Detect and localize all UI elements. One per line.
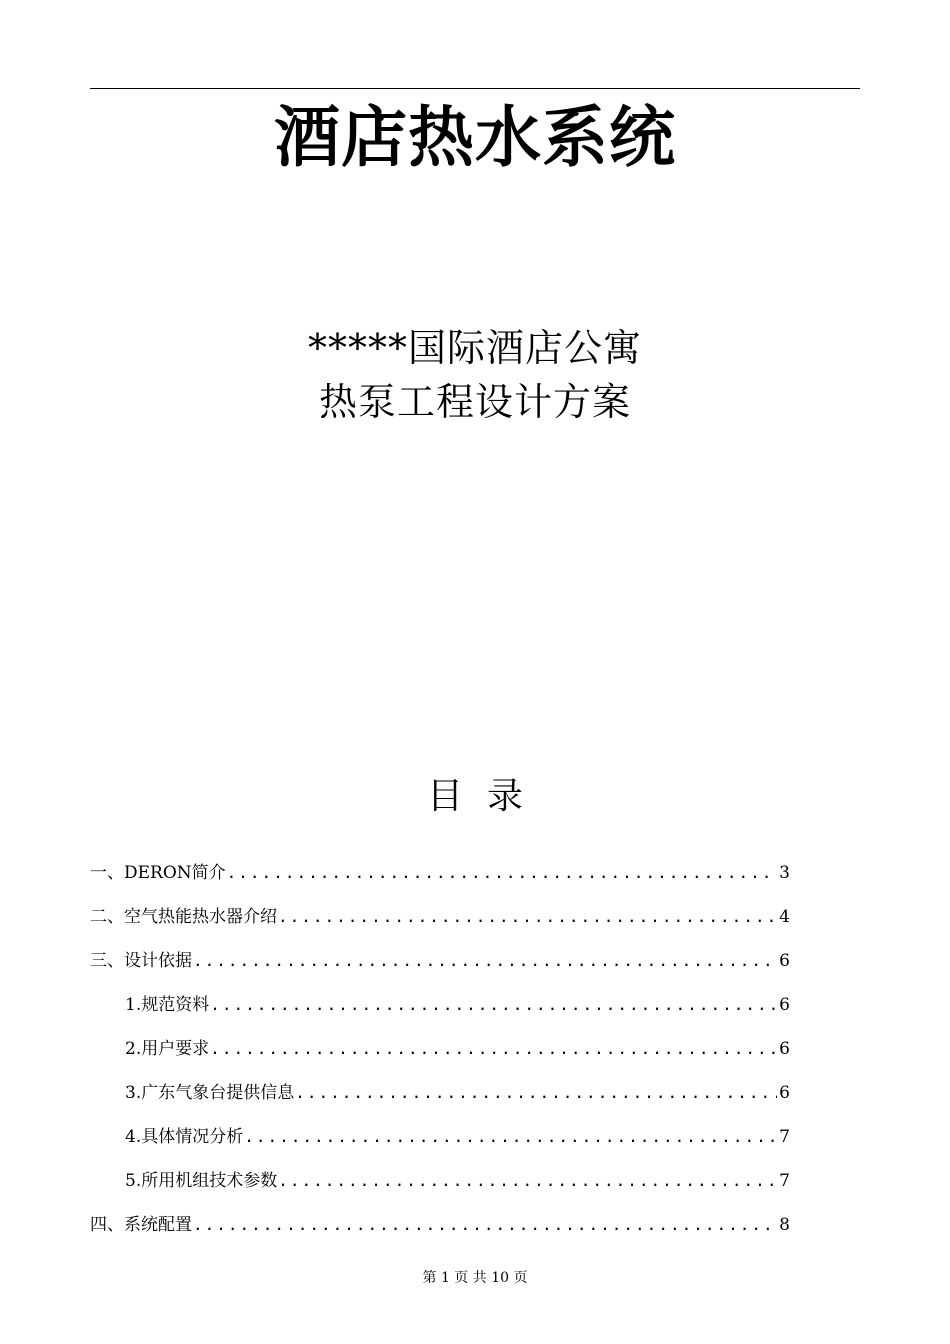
toc-entry-page: 7	[779, 1171, 790, 1191]
toc-entry-page: 3	[779, 863, 790, 883]
table-of-contents	[90, 860, 790, 1256]
toc-entry-page: 8	[779, 1215, 790, 1235]
toc-entry-label: 三、设计依据	[90, 951, 192, 971]
toc-entry-page: 4	[779, 907, 790, 927]
toc-entry[interactable]	[90, 948, 790, 992]
header-rule	[90, 88, 860, 89]
toc-subentry[interactable]	[90, 1036, 790, 1080]
toc-leader-dots	[192, 948, 777, 974]
project-subtitle: 热泵工程设计方案	[318, 380, 631, 424]
project-name: *****国际酒店公寓	[307, 326, 642, 370]
toc-subentry[interactable]	[90, 992, 790, 1036]
toc-leader-dots	[209, 992, 777, 1018]
toc-subentry[interactable]	[90, 1080, 790, 1124]
toc-leader-dots	[226, 860, 778, 886]
toc-leader-dots	[192, 1212, 777, 1238]
toc-entry-page: 6	[779, 951, 790, 971]
toc-entry-label: 5.所用机组技术参数	[125, 1171, 278, 1191]
toc-leader-dots	[277, 1168, 777, 1194]
toc-entry[interactable]	[90, 1212, 790, 1256]
toc-entry[interactable]	[90, 904, 790, 948]
toc-entry-label: 四、系统配置	[90, 1215, 192, 1235]
toc-entry-label: 二、空气热能热水器介绍	[90, 907, 277, 927]
toc-subentry[interactable]	[90, 1168, 790, 1212]
toc-leader-dots	[277, 904, 777, 930]
toc-entry-page: 7	[779, 1127, 790, 1147]
toc-entry-label: 2.用户要求	[125, 1039, 210, 1059]
toc-heading: 目录	[426, 776, 547, 817]
toc-subentry[interactable]	[90, 1124, 790, 1168]
toc-entry[interactable]	[90, 860, 790, 904]
toc-leader-dots	[209, 1036, 777, 1062]
document-title: 酒店热水系统	[274, 99, 676, 176]
toc-entry-page: 6	[779, 1083, 790, 1103]
toc-entry-label: 3.广东气象台提供信息	[125, 1083, 295, 1103]
toc-leader-dots	[243, 1124, 777, 1150]
toc-entry-page: 6	[779, 1039, 790, 1059]
toc-leader-dots	[294, 1080, 777, 1106]
toc-entry-label: 1.规范资料	[125, 995, 210, 1015]
toc-entry-page: 6	[779, 995, 790, 1015]
toc-entry-label: 一、DERON简介	[90, 863, 226, 883]
page-footer: 第 1 页 共 10 页	[422, 1270, 528, 1286]
toc-entry-label: 4.具体情况分析	[125, 1127, 244, 1147]
